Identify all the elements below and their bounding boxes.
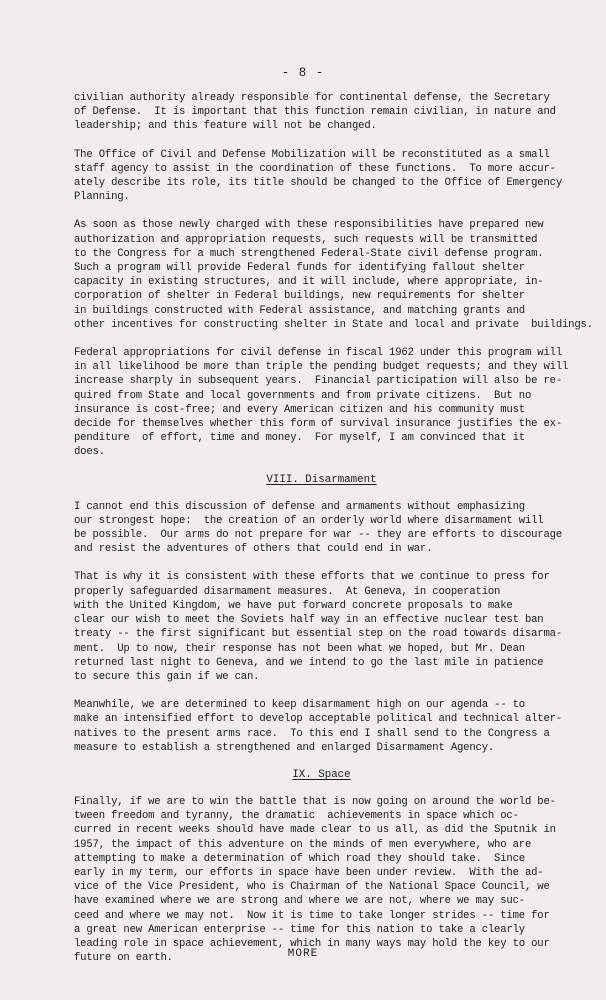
paragraph <box>74 795 569 965</box>
text-line: clear our wish to meet the Soviets half way in an effective nuclear test ban <box>74 614 544 627</box>
text-line: to secure this gain if we can. <box>74 670 260 683</box>
text-line: in buildings constructed with Federal assistance, and matching grants and <box>74 304 525 317</box>
text-line: Planning. <box>74 191 130 204</box>
text-line: ately describe its role, its title should be changed to the Office of Emergency <box>74 177 563 190</box>
text-line: curred in recent weeks should have made clear to us all, as did the Sputnik in <box>74 824 556 837</box>
text-line: penditure of effort, time and money. For myself, I am convinced that it <box>74 432 525 445</box>
text-line: leadership; and this feature will not be changed. <box>74 120 377 133</box>
text-line: 1957, the impact of this adventure on the minds of men everywhere, who are <box>74 838 532 851</box>
section-heading-disarmament: VIII. Disarmament <box>266 473 377 486</box>
text-line: of Defense. It is important that this function remain civilian, in nature and <box>74 106 556 119</box>
text-line: authorization and appropriation requests, such requests will be transmitted <box>74 233 538 246</box>
paragraph <box>74 218 593 332</box>
text-line: to the Congress for a much strengthened Federal-State civil defense program. <box>74 247 544 260</box>
text-line: with the United Kingdom, we have put forward concrete proposals to make <box>74 599 513 612</box>
paragraph <box>74 148 569 205</box>
paragraph <box>74 698 569 755</box>
text-line: leading role in space achievement, which in many ways may hold the key to our <box>74 937 550 950</box>
text-line: be possible. Our arms do not prepare for war -- they are efforts to discourage <box>74 529 563 542</box>
text-line: tween freedom and tyranny, the dramatic achievements in space which oc- <box>74 810 519 823</box>
text-line: ceed and where we may not. Now it is time to take longer strides -- time for <box>74 909 550 922</box>
text-line: That is why it is consistent with these efforts that we continue to press for <box>74 571 550 584</box>
text-line: a great new American enterprise -- time for this nation to take a clearly <box>74 923 525 936</box>
text-line: civilian authority already responsible for continental defense, the Secretary <box>74 92 550 104</box>
text-line: Federal appropriations for civil defense in fiscal 1962 under this program will <box>74 347 563 360</box>
text-line: future on earth. <box>74 952 173 965</box>
paragraph <box>74 500 569 557</box>
text-line: does. <box>74 446 105 459</box>
text-line: returned last night to Geneva, and we intend to go the last mile in patience <box>74 656 544 669</box>
text-line: in all likelihood be more than triple the pending budget requests; and they will <box>74 361 569 374</box>
text-line: vice of the Vice President, who is Chairman of the National Space Council, we <box>74 881 550 894</box>
text-line: natives to the present arms race. To this end I shall send to the Congress a <box>74 727 550 740</box>
text-line: properly safeguarded disarmament measures. At Geneva, in cooperation <box>74 585 501 598</box>
text-line: I cannot end this discussion of defense and armaments without emphasizing <box>74 500 525 513</box>
paragraph <box>74 570 569 684</box>
text-line: measure to establish a strengthened and enlarged Disarmament Agency. <box>74 741 495 754</box>
continuation-marker: MORE <box>287 948 319 960</box>
text-line: treaty -- the first significant but essential step on the road towards disarma- <box>74 628 563 641</box>
text-line: Finally, if we are to win the battle that is now going on around the world be- <box>74 795 556 808</box>
text-line: quired from State and local governments and from private citizens. But no <box>74 389 532 402</box>
text-line: increase sharply in subsequent years. Financial participation will also be re- <box>74 375 563 388</box>
text-line: The Office of Civil and Defense Mobilization will be reconstituted as a small <box>74 148 550 161</box>
text-line: early in my term, our efforts in space have been under review. With the ad- <box>74 866 544 879</box>
paragraph <box>74 91 569 134</box>
text-line: other incentives for constructing shelter in State and local and private buildings. <box>74 318 593 331</box>
paragraph <box>74 346 569 460</box>
text-line: have examined where we are strong and where we are not, where we may suc- <box>74 895 525 908</box>
document-body <box>74 91 593 965</box>
text-line: corporation of shelter in Federal buildings, new requirements for shelter <box>74 290 525 303</box>
text-line: Meanwhile, we are determined to keep disarmament high on our agenda -- to <box>74 699 525 712</box>
text-line: ment. Up to now, their response has not been what we hoped, but Mr. Dean <box>74 642 525 655</box>
text-line: decide for themselves whether this form of survival insurance justifies the ex- <box>74 418 563 431</box>
text-line: make an intensified effort to develop acceptable political and technical alter- <box>74 713 563 726</box>
text-line: staff agency to assist in the coordination of these functions. To more accur- <box>74 162 556 175</box>
text-line: insurance is cost-free; and every American citizen and his community must <box>74 403 525 416</box>
text-line: attempting to make a determination of which road they should take. Since <box>74 852 525 865</box>
text-line: Such a program will provide Federal funds for identifying fallout shelter <box>74 262 525 275</box>
text-line: our strongest hope: the creation of an orderly world where disarmament will <box>74 514 544 527</box>
text-line: capacity in existing structures, and it will include, where appropriate, in- <box>74 276 544 289</box>
text-line: and resist the adventures of others that could end in war. <box>74 543 433 556</box>
section-heading-space: IX. Space <box>292 768 351 781</box>
page-number: - 8 - <box>281 66 325 80</box>
text-line: As soon as those newly charged with these responsibilities have prepared new <box>74 219 544 232</box>
